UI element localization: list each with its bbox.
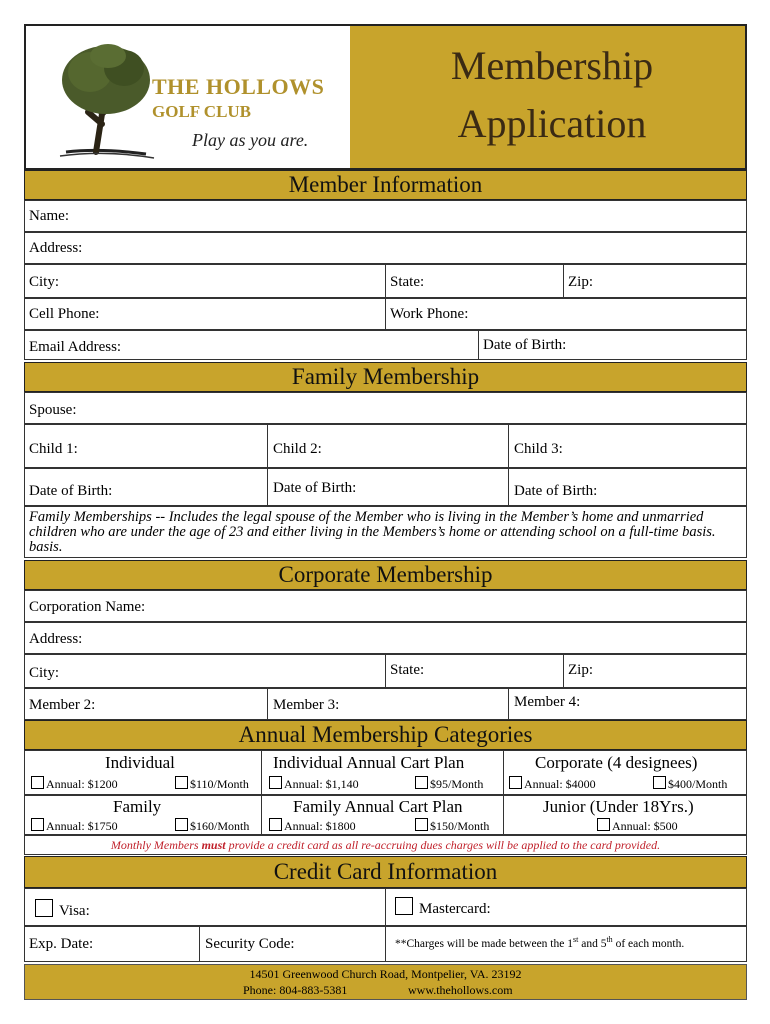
corporate-monthly-option[interactable]: $400/Month: [653, 776, 727, 792]
child2-label: Child 2:: [273, 441, 322, 457]
corp-members-row[interactable]: [24, 688, 747, 720]
cell-phone-label: Cell Phone:: [29, 306, 100, 322]
corp-city-row[interactable]: [24, 654, 747, 688]
child2-dob-label: Date of Birth:: [273, 480, 357, 496]
dob-label: Date of Birth:: [483, 337, 567, 353]
exp-date-label[interactable]: Exp. Date:: [29, 936, 94, 952]
checkbox-icon[interactable]: [415, 818, 428, 831]
member-phone-row[interactable]: [24, 298, 747, 330]
corp-address-label: Address:: [29, 631, 83, 647]
checkbox-icon[interactable]: [653, 776, 666, 789]
child3-label: Child 3:: [514, 441, 563, 457]
spouse-label: Spouse:: [29, 402, 77, 418]
checkbox-icon[interactable]: [175, 818, 188, 831]
family-heading: Family Membership: [24, 362, 747, 392]
member-name-row[interactable]: [24, 200, 747, 232]
visa-option[interactable]: Visa:: [35, 899, 90, 920]
categories-row1: [24, 750, 747, 795]
address-label: Address:: [29, 240, 83, 256]
corporate-title: Corporate (4 designees): [535, 753, 698, 772]
family-note-box: [24, 506, 747, 558]
individual-title: Individual: [105, 753, 175, 772]
work-phone-label: Work Phone:: [390, 306, 469, 322]
family-cart-monthly-option[interactable]: $150/Month: [415, 818, 489, 834]
junior-title: Junior (Under 18Yrs.): [543, 797, 694, 816]
email-label: Email Address:: [29, 339, 122, 355]
corp-zip-label: Zip:: [568, 662, 593, 678]
club-name-line1: THE HOLLOWS: [152, 74, 325, 99]
state-label: State:: [390, 274, 425, 290]
name-label: Name:: [29, 208, 69, 224]
corp-state-label: State:: [390, 662, 425, 678]
member-email-row[interactable]: [24, 330, 747, 360]
corp-city-label: City:: [29, 665, 60, 681]
member-address-row[interactable]: [24, 232, 747, 264]
family-cart-title: Family Annual Cart Plan: [293, 797, 463, 816]
individual-cart-monthly-option[interactable]: $95/Month: [415, 776, 483, 792]
checkbox-icon[interactable]: [395, 897, 413, 915]
corporate-heading: Corporate Membership: [24, 560, 747, 590]
footer-address: 14501 Greenwood Church Road, Montpelier, VA. 23192: [249, 967, 522, 981]
child3-dob-label: Date of Birth:: [514, 483, 598, 499]
member-city-row[interactable]: [24, 264, 747, 298]
zip-label: Zip:: [568, 274, 593, 290]
children-dob-row[interactable]: [24, 468, 747, 506]
footer-bar: [24, 964, 747, 1000]
security-code-label[interactable]: Security Code:: [205, 936, 295, 952]
corp-name-label: Corporation Name:: [29, 599, 146, 615]
corp-name-row[interactable]: [24, 590, 747, 622]
checkbox-icon[interactable]: [35, 899, 53, 917]
individual-cart-annual-option[interactable]: Annual: $1,140: [269, 776, 359, 792]
checkbox-icon[interactable]: [269, 776, 282, 789]
corporate-annual-option[interactable]: Annual: $4000: [509, 776, 596, 792]
family-monthly-option[interactable]: $160/Month: [175, 818, 249, 834]
categories-row2: [24, 795, 747, 835]
checkbox-icon[interactable]: [31, 818, 44, 831]
charges-note: **Charges will be made between the 1st and 5th of each month.: [395, 935, 685, 950]
checkbox-icon[interactable]: [415, 776, 428, 789]
corp-address-row[interactable]: [24, 622, 747, 654]
title-line2: Application: [457, 101, 647, 146]
mastercard-option[interactable]: Mastercard:: [395, 897, 491, 918]
member3-label: Member 3:: [273, 697, 340, 713]
title-line1: Membership: [450, 43, 654, 88]
club-name-line2: GOLF CLUB: [152, 102, 252, 121]
checkbox-icon[interactable]: [597, 818, 610, 831]
header-banner: [24, 24, 747, 170]
family-cart-annual-option[interactable]: Annual: $1800: [269, 818, 356, 834]
member4-label: Member 4:: [514, 694, 581, 710]
family-cat-title: Family: [113, 797, 162, 816]
checkbox-icon[interactable]: [175, 776, 188, 789]
child1-label: Child 1:: [29, 441, 78, 457]
individual-annual-option[interactable]: Annual: $1200: [31, 776, 118, 792]
logo-panel: [26, 26, 350, 168]
child1-dob-label: Date of Birth:: [29, 483, 113, 499]
member-info-heading: Member Information: [24, 170, 747, 200]
city-label: City:: [29, 274, 60, 290]
spouse-row[interactable]: [24, 392, 747, 424]
family-annual-option[interactable]: Annual: $1750: [31, 818, 118, 834]
monthly-notice: Monthly Members must provide a credit card as all re-accruing dues charges will be applied to the card provided.: [110, 838, 661, 852]
checkbox-icon[interactable]: [269, 818, 282, 831]
tagline: Play as you are.: [192, 130, 309, 150]
checkbox-icon[interactable]: [509, 776, 522, 789]
tree-logo-icon: [46, 34, 166, 164]
children-row[interactable]: [24, 424, 747, 468]
footer-website[interactable]: www.thehollows.com: [408, 983, 513, 997]
individual-cart-title: Individual Annual Cart Plan: [273, 753, 465, 772]
checkbox-icon[interactable]: [31, 776, 44, 789]
individual-monthly-option[interactable]: $110/Month: [175, 776, 249, 792]
monthly-notice-row: [24, 835, 747, 855]
card-details-row: [24, 926, 747, 962]
footer-phone: Phone: 804-883-5381: [243, 983, 348, 997]
family-note: Family Memberships -- Includes the legal spouse of the Member who is living in the Member’s home and unmarried children who are under the age of 23 and either living in the Members’s home or attending school on a full-time basis. basis.: [29, 509, 716, 555]
card-type-row: [24, 888, 747, 926]
member2-label: Member 2:: [29, 697, 96, 713]
junior-annual-option[interactable]: Annual: $500: [597, 818, 678, 834]
categories-heading: Annual Membership Categories: [24, 720, 747, 750]
credit-card-heading: Credit Card Information: [24, 856, 747, 888]
